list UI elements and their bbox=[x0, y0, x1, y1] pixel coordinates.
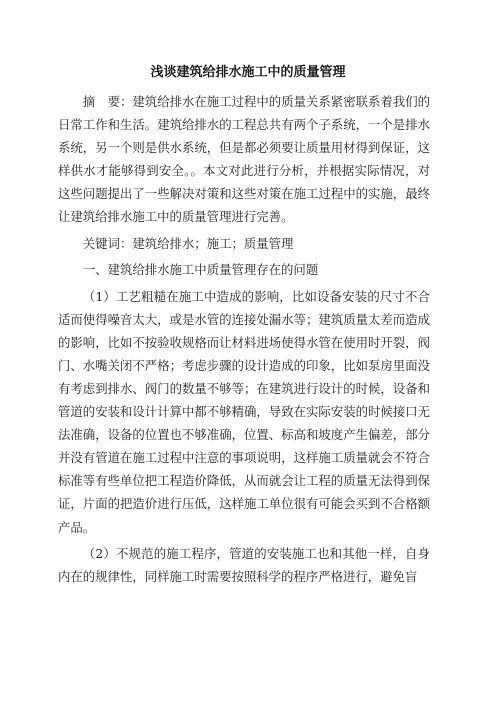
document-body bbox=[58, 90, 430, 591]
section-heading: 一、建筑给排水施工中质量管理存在的问题 bbox=[82, 262, 319, 278]
document-title: 浅谈建筑给排水施工中的质量管理 bbox=[150, 65, 346, 80]
abstract-paragraph: 摘 要：建筑给排水在施工过程中的质量关系紧密联系着我们的日常工作和生活。建筑给排水的工程总共有两个子系统，一个是排水系统，另一个则是供水系统，但是都必须要让质量用材得到保证，这样供水才能够得到安全。。本文对此进行分析，并根据实际情况，对这些问题提出了一些解决对策和这些对策在施工过程中的实施，最终让建筑给排水施工中的质量管理进行完善。 bbox=[58, 94, 430, 225]
keywords-paragraph: 关键词：建筑给排水；施工；质量管理 bbox=[82, 235, 294, 251]
body-paragraph: （1）工艺粗糙在施工中造成的影响，比如设备安装的尺寸不合适而使得噪音太大，或是水管的连接处漏水等；建筑质量太差而造成的影响，比如不按验收规格而让材料进场使得水管在使用时开裂，阀门、水嘴关闭不严格；考虑步骤的设计造成的印象，比如泵房里面没有考虑到排水、阀门的数量不够等；在建筑进行设计的时候，设备和管道的安装和设计计算中都不够精确，导致在实际安装的时候接口无法准确，设备的位置也不够准确，位置、标高和坡度产生偏差，部分并没有管道在施工过程中注意的事项说明，这样施工质量就会不符合标准等有些单位把工程造价降低，从而就会让工程的质量无法得到保证，片面的把造价进行压低，这样施工单位很有可能会买到不合格额产品。 bbox=[58, 288, 430, 535]
body-paragraph: （2）不规范的施工程序，管道的安装施工也和其他一样，自身内在的规律性，同样施工时需要按照科学的程序严格进行，避免盲 bbox=[58, 545, 430, 585]
